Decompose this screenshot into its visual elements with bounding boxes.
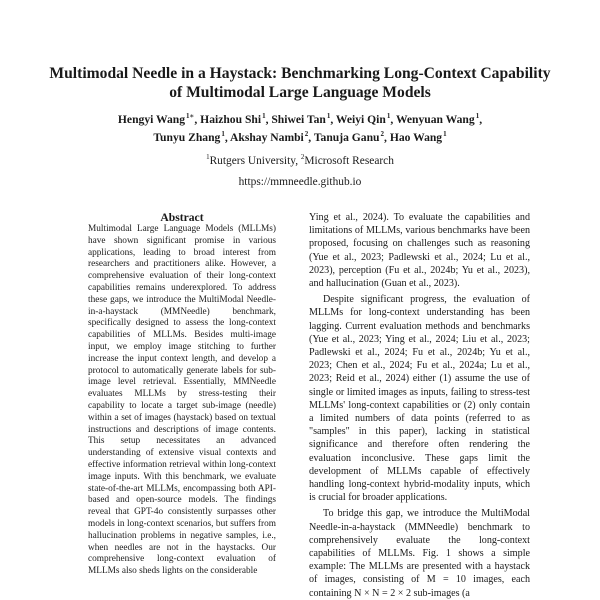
- affiliations: [40, 150, 560, 168]
- author-name: Hao Wang: [389, 130, 443, 144]
- affiliation-microsoft: Microsoft Research: [304, 154, 394, 167]
- abstract-heading: Abstract: [160, 211, 204, 224]
- author-affil-mark: 2: [304, 129, 309, 138]
- affil-mark-2: 2: [300, 153, 305, 161]
- author: [153, 131, 224, 144]
- author: [230, 131, 308, 144]
- author-name: Tunyu Zhang: [153, 130, 221, 144]
- title-line-1: Multimodal Needle in a Haystack: Benchmarking Long-Context Capability: [49, 65, 551, 82]
- author: [396, 113, 479, 126]
- author-name: Shiwei Tan: [271, 112, 326, 126]
- authors-line-1: Hengyi Wang$^{1∗}$, Haizhou Shi$^1$, Shiwei Tan$^1$, Weiyi Qin$^1$, Wenyuan Wang$^1$,: [117, 112, 483, 126]
- author-affil-mark: 1: [326, 112, 331, 120]
- project-url[interactable]: https://mmneedle.github.io: [238, 176, 362, 188]
- author-name: Hengyi Wang: [117, 112, 186, 126]
- author-list: [40, 109, 560, 145]
- title-line-2: of Multimodal Large Language Models: [169, 84, 431, 101]
- author-affil-mark: 2: [380, 129, 385, 138]
- author: [390, 131, 447, 144]
- author-name: Weiyi Qin: [335, 112, 386, 126]
- affil-mark-1: 1: [206, 153, 210, 161]
- intro-paragraph-2: Despite significant progress, the evaluation of MLLMs for long-context understanding has been lagging. Current evaluation methods and benchmarks (Yue et al., 2023; Ying et al., 2024; Liu et al., 2023; Padlewski et al., 2024; Fu et al., 2024b; Yu et al., 2023; Chen et al., 2024; Fu et al., 2024a; Lu et al., 2023; Reid et al., 2024) either (1) assume the use of single or limited images as inputs, failing to stress-test MLLMs' long-context capabilities or (2) only contain a limited numbers of data points (referred to as "samples" in this paper), lacking in statistical significance and therefore often rendering the evaluation inconclusive. These gaps limit the development of MLLMs capable of effectively handling long-context hybrid-modality inputs, which is crucial for broader applications.: [309, 294, 530, 504]
- author-affil-mark: 1∗: [186, 112, 195, 120]
- author-affil-mark: 1: [221, 129, 225, 138]
- intro-paragraph-3: To bridge this gap, we introduce the MultiModal Needle-in-a-haystack (MMNeedle) benchmark to comprehensively evaluate the long-context capabilities of MLLMs. Fig. 1 shows a simple example: The MLLMs are presented with a haystack of images, consisting of M = 10 images, each containing N × N = 2 × 2 sub-images (a: [309, 508, 530, 599]
- abstract-text: Multimodal Large Language Models (MLLMs) have shown significant promise in various applications, leading to broad interest from researchers and practitioners alike. However, a comprehensive evaluation of their long-context capabilities remains underexplored. To address these gaps, we introduce the MultiModal Needle-in-a-haystack (MMNeedle) benchmark, specifically designed to assess the long-context capabilities of MLLMs. Besides multi-image input, we employ image stitching to further increase the input context length, and develop a protocol to automatically generate labels for sub-image level retrieval. Essentially, MMNeedle evaluates MLLMs by stress-testing their capability to locate a target sub-image (needle) within a set of images (haystack) based on textual instructions and descriptions of image contents. This setup necessitates an advanced understanding of extensive visual contexts and effective information retrieval within long-context image inputs. With this benchmark, we evaluate state-of-the-art MLLMs, encompassing both API-based and open-source models. The findings reveal that GPT-4o consistently surpasses other models in long-context scenarios, but suffers from hallucination problems in negative samples, i.e., when needles are not in the haystacks. Our comprehensive long-context evaluation of MLLMs also sheds lights on the considerable: [88, 224, 276, 577]
- author-name: Tanuja Ganu: [313, 130, 380, 144]
- author-affil-mark: 1: [386, 112, 391, 120]
- author-name: Akshay Nambi: [230, 130, 304, 144]
- author-name: Wenyuan Wang: [395, 112, 475, 126]
- author: [314, 131, 384, 144]
- author: [118, 113, 194, 126]
- intro-column: [309, 211, 530, 600]
- author-affil-mark: 1: [475, 112, 480, 120]
- authors-line-2: Tunyu Zhang$^1$, Akshay Nambi$^2$, Tanuja Ganu$^2$, Hao Wang$^1$: [153, 129, 447, 144]
- author-name: Haizhou Shi: [200, 112, 262, 126]
- author: [200, 113, 265, 126]
- author: [271, 113, 330, 126]
- author-affil-mark: 1: [443, 129, 447, 138]
- intro-paragraph-1: Ying et al., 2024). To evaluate the capabilities and limitations of MLLMs, various benchmarks have been proposed, focusing on challenges such as reasoning (Yue et al., 2023; Padlewski et al., 2024; Lu et al., 2023), perception (Fu et al., 2024b; Yu et al., 2023), and hallucination (Guan et al., 2023).: [309, 212, 530, 290]
- paper-title: [40, 64, 560, 102]
- affiliation-rutgers: Rutgers University,: [209, 154, 301, 167]
- author: [336, 113, 390, 126]
- author-affil-mark: 1: [262, 112, 266, 120]
